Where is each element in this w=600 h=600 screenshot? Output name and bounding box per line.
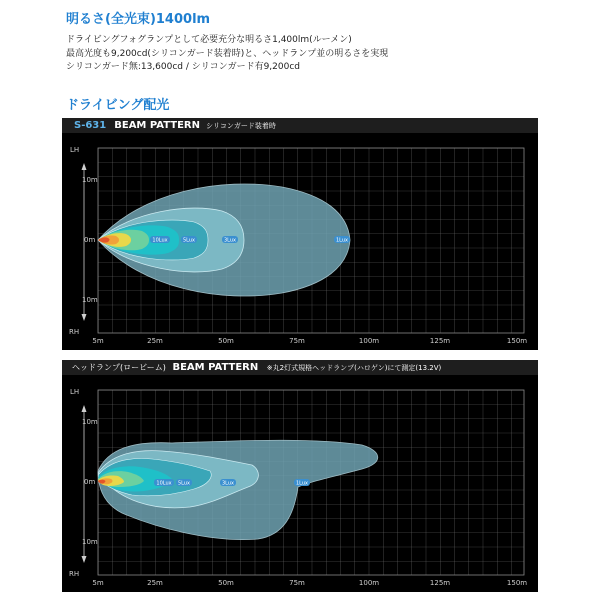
y-tick-label: RH <box>69 570 80 578</box>
x-tick-label: 5m <box>92 579 104 587</box>
y-tick-label: LH <box>70 388 80 396</box>
y-tick-label: 0m <box>84 478 96 486</box>
pattern-heading: ドライビング配光 <box>66 98 170 113</box>
beam-pattern-label: BEAM PATTERN <box>114 120 201 131</box>
lux-label: 5Lux <box>182 237 196 244</box>
beam-pattern-plot <box>62 375 538 592</box>
y-tick-label: 10m <box>82 296 98 304</box>
measurement-note: ※丸2灯式規格ヘッドランプ(ハロゲン)にて測定(13.2V) <box>266 364 442 372</box>
description-line: 最高光度も9,200cd(シリコンガード装着時)と、ヘッドランプ並の明るさを実現 <box>66 48 389 59</box>
description-line: ドライビングフォグランプとして必要充分な明るさ1,400lm(ルーメン) <box>66 35 352 45</box>
panel-header <box>62 360 538 375</box>
y-tick-label: 10m <box>82 176 98 184</box>
panel-header <box>62 118 538 133</box>
x-tick-label: 25m <box>147 337 163 345</box>
x-tick-label: 50m <box>218 579 234 587</box>
x-tick-label: 125m <box>429 579 451 587</box>
description-line: シリコンガード無:13,600cd / シリコンガード有9,200cd <box>66 62 301 72</box>
description-block <box>66 34 536 75</box>
lux-label: 10Lux <box>156 480 172 487</box>
x-tick-label: 100m <box>358 579 380 587</box>
x-tick-label: 75m <box>289 579 305 587</box>
x-tick-label: 150m <box>506 579 528 587</box>
lux-label: 1Lux <box>295 480 309 487</box>
x-tick-label: 150m <box>506 337 528 345</box>
x-tick-label: 5m <box>92 337 104 345</box>
lux-label: 3Lux <box>223 237 237 244</box>
beam-pattern-panel-s631 <box>62 118 538 350</box>
x-tick-label: 100m <box>358 337 380 345</box>
x-tick-label: 125m <box>429 337 451 345</box>
beam-pattern-panel-headlamp <box>62 360 538 592</box>
lux-label: 3Lux <box>221 480 235 487</box>
beam-pattern-label: BEAM PATTERN <box>172 362 259 373</box>
model-label: S-631 <box>74 120 107 131</box>
y-tick-label: LH <box>70 146 80 154</box>
y-tick-label: RH <box>69 328 80 336</box>
x-tick-label: 25m <box>147 579 163 587</box>
x-tick-label: 75m <box>289 337 305 345</box>
x-tick-label: 50m <box>218 337 234 345</box>
lux-label: 5Lux <box>177 480 191 487</box>
headlamp-label: ヘッドランプ(ロービーム) <box>72 363 166 372</box>
y-tick-label: 10m <box>82 538 98 546</box>
y-tick-label: 10m <box>82 418 98 426</box>
panel-subtitle: シリコンガード装着時 <box>206 122 276 130</box>
beam-pattern-plot <box>62 133 538 350</box>
brightness-heading: 明るさ(全光束)1400lm <box>66 12 211 27</box>
lux-label: 1Lux <box>335 237 349 244</box>
lux-label: 10Lux <box>152 237 168 244</box>
y-tick-label: 0m <box>84 236 96 244</box>
